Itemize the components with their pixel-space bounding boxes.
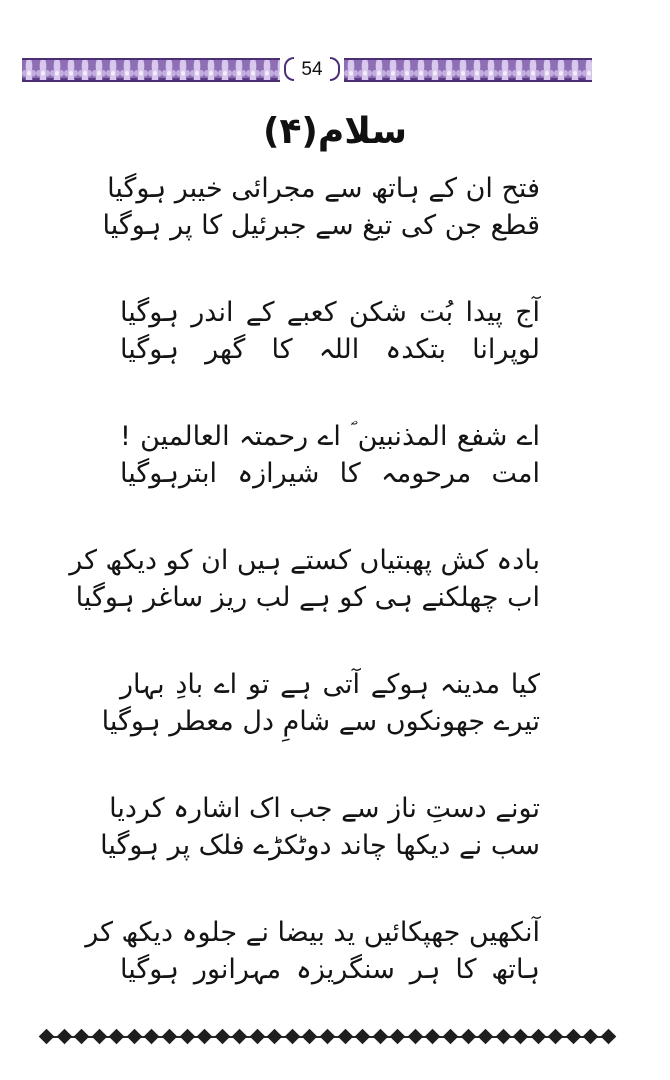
footer-diamond [214, 1029, 230, 1045]
footer-diamond [495, 1029, 511, 1045]
header-ornament-band-left [22, 58, 280, 82]
stanza [120, 294, 540, 418]
stanza [100, 790, 540, 914]
footer-diamond [478, 1029, 494, 1045]
stanza [85, 914, 540, 1038]
poem-title: سلام(۴) [262, 111, 407, 152]
stanza [120, 418, 540, 542]
stanza [102, 170, 540, 294]
verse-line: کیا مدینہ ہوکے آتی ہے تو اے بادِ بہار [120, 669, 540, 700]
page-header [22, 56, 592, 84]
verse-line: ہاتھ کا ہر سنگریزہ مہرانور ہوگیا [120, 954, 540, 985]
footer-diamond [109, 1029, 125, 1045]
verse-line: امت مرحومہ کا شیرازہ ابترہوگیا [120, 458, 540, 489]
verse-line: لوپرانا بتکدہ اللہ کا گھر ہوگیا [120, 334, 540, 365]
footer-diamond [56, 1029, 72, 1045]
verse-line: تیرے جھونکوں سے شامِ دل معطر ہوگیا [101, 706, 540, 737]
footer-diamond [530, 1029, 546, 1045]
stanza [69, 542, 540, 666]
footer-diamond [337, 1029, 353, 1045]
verse-line: فتح ان کے ہاتھ سے مجرائی خیبر ہوگیا [107, 173, 540, 204]
stanza [101, 666, 540, 790]
verse-line: بادہ کش پھبتیاں کستے ہیں ان کو دیکھ کر [69, 545, 540, 576]
footer-diamond [583, 1029, 599, 1045]
footer-diamond [601, 1029, 617, 1045]
footer-diamond [267, 1029, 283, 1045]
footer-diamond [355, 1029, 371, 1045]
footer-diamond [249, 1029, 265, 1045]
footer-diamond [408, 1029, 424, 1045]
footer-diamond [91, 1029, 107, 1045]
footer-diamond [232, 1029, 248, 1045]
verse-line: تونے دستِ ناز سے جب اک اشارہ کردیا [109, 793, 540, 824]
footer-diamond [460, 1029, 476, 1045]
footer-diamond [566, 1029, 582, 1045]
footer-diamond [127, 1029, 143, 1045]
footer-diamond [197, 1029, 213, 1045]
page-number: 54 [301, 59, 323, 80]
footer-ornament [40, 1022, 614, 1052]
footer-diamond [548, 1029, 564, 1045]
footer-diamond [39, 1029, 55, 1045]
verse-line: سب نے دیکھا چاند دوٹکڑے فلک پر ہوگیا [100, 830, 540, 861]
footer-diamond [302, 1029, 318, 1045]
footer-diamond [372, 1029, 388, 1045]
footer-diamond [443, 1029, 459, 1045]
footer-diamond [74, 1029, 90, 1045]
verse-line: آنکھیں جھپکائیں ید بیضا نے جلوہ دیکھ کر [85, 917, 540, 948]
header-ornament-band-right [344, 58, 592, 82]
footer-diamond [320, 1029, 336, 1045]
footer-diamond [179, 1029, 195, 1045]
verse-line: اے شفع المذنبین ؐ اے رحمتہ العالمین ! [120, 421, 540, 452]
footer-diamond [144, 1029, 160, 1045]
verse-line: آج پیدا بُت شکن کعبے کے اندر ہوگیا [120, 297, 540, 328]
poem-body [69, 170, 540, 1038]
footer-diamond [513, 1029, 529, 1045]
verse-line: اب چھلکنے ہی کو ہے لب ریز ساغر ہوگیا [75, 582, 540, 613]
footer-diamond [285, 1029, 301, 1045]
footer-diamond [390, 1029, 406, 1045]
footer-diamond [162, 1029, 178, 1045]
verse-line: قطع جن کی تیغ سے جبرئیل کا پر ہوگیا [102, 210, 540, 241]
footer-diamond [425, 1029, 441, 1045]
